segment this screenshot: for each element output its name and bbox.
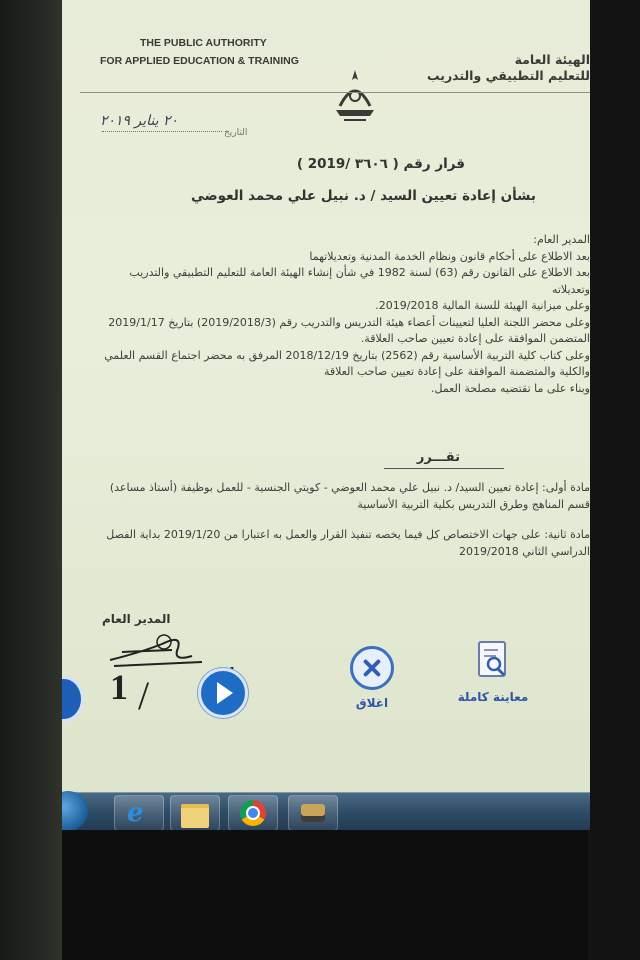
article-item: مادة ثانية: على جهات الاختصاص كل فيما يخصه تنفيذ القرار والعمل به اعتبارا من 2019/1/20 بداية الفصل الدراسي الثاني 2019/2018 <box>106 528 590 558</box>
signature-mark <box>102 622 212 672</box>
taskbar-file-explorer[interactable] <box>170 795 220 830</box>
internet-explorer-icon: e <box>127 798 144 828</box>
header-english-line1: THE PUBLIC AUTHORITY <box>140 37 267 49</box>
previous-page-button[interactable] <box>62 676 84 722</box>
close-icon <box>350 646 394 690</box>
date-line <box>102 131 222 132</box>
header-divider <box>80 92 590 93</box>
full-preview-label: معاينة كاملة <box>457 690 529 704</box>
decision-number: قرار رقم ( ٣٦٠٦ /2019 ) <box>296 156 465 172</box>
preamble-paragraph: بعد الاطلاع على القانون رقم (63) لسنة 1982 في شأن إنشاء الهيئة العامة للتعليم التطبيقي والتدريب وتعديلاته <box>129 266 590 296</box>
start-button[interactable] <box>62 791 88 830</box>
header-english <box>100 34 299 70</box>
monitor-bezel-left <box>0 0 62 960</box>
resolved-heading: تقـــرر <box>416 450 460 465</box>
windows-taskbar <box>62 792 590 830</box>
article-item: مادة أولى: إعادة تعيين السيد/ د. نبيل علي محمد العوضي - كويتي الجنسية - للعمل بوظيفة (أستاذ مساعد) قسم المناهج وطرق التدريس بكلية التربية الأساسية <box>109 481 590 511</box>
resolved-underline <box>384 468 504 469</box>
close-label: اغلاق <box>355 696 389 710</box>
monitor-screen <box>62 0 590 830</box>
decision-preamble <box>90 232 590 397</box>
chrome-icon <box>240 800 266 826</box>
taskbar-chrome[interactable] <box>228 795 278 830</box>
monitor-bezel-right <box>588 0 640 960</box>
preamble-paragraph: وعلى ميزانية الهيئة للسنة المالية 2019/2018. <box>375 299 590 312</box>
app-icon <box>301 804 325 822</box>
header-arabic-line2: للتعليم التطبيقي والتدريب <box>427 68 590 83</box>
authority-logo-icon <box>330 66 380 126</box>
decision-articles <box>90 480 590 574</box>
preamble-paragraph: بعد الاطلاع على أحكام قانون ونظام الخدمة المدنية وتعديلاتهما <box>309 249 590 263</box>
document-preview-icon <box>476 640 510 680</box>
preamble-opening: المدير العام: <box>533 233 590 246</box>
taskbar-internet-explorer[interactable] <box>114 795 164 830</box>
current-page: 1 <box>110 667 128 707</box>
next-page-button[interactable] <box>198 668 248 718</box>
header-english-line2: FOR APPLIED EDUCATION & TRAINING <box>100 55 299 67</box>
header-arabic-line1: الهيئة العامة <box>514 52 590 67</box>
taskbar-app[interactable] <box>288 795 338 830</box>
header-arabic <box>427 52 590 84</box>
preamble-paragraph: وبناء على ما تقتضيه مصلحة العمل. <box>431 381 590 395</box>
full-preview-button[interactable] <box>448 640 538 712</box>
folder-icon <box>181 804 209 828</box>
date-label: التاريخ <box>224 128 248 138</box>
decision-subject: بشأن إعادة تعيين السيد / د. نبيل علي محمد العوضي <box>190 188 536 204</box>
preamble-paragraph: وعلى كتاب كلية التربية الأساسية رقم (2562) بتاريخ 2018/12/19 المرفق به محضر اجتماع القسم العلمي والكلية والمتضمنة الموافقة على إعادة تعيين صاحب العلاقة <box>104 348 590 378</box>
signature-title: المدير العام <box>102 612 171 626</box>
page-separator: / <box>138 673 150 718</box>
close-button[interactable] <box>332 646 412 718</box>
date-value: ٢٠ يناير ٢٠١٩ <box>100 113 179 129</box>
document-page <box>62 0 590 830</box>
preamble-paragraph: وعلى محضر اللجنة العليا لتعيينات أعضاء هيئة التدريس والتدريب رقم (2019/2018/3) بتاريخ 2019/1/17 المتضمن الموافقة على إعادة تعيين صاحب العلاقة. <box>108 315 590 345</box>
